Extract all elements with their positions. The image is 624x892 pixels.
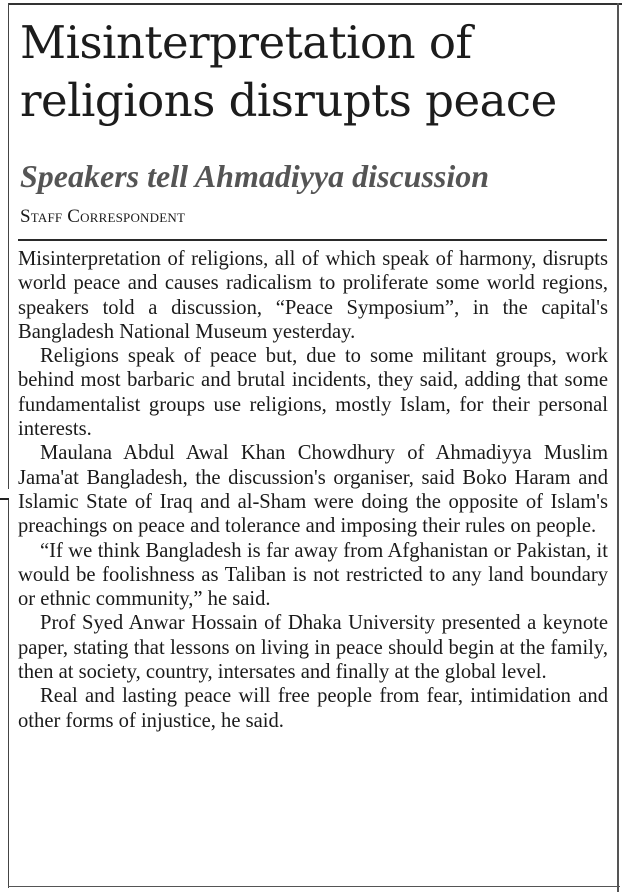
byline-divider [18,239,607,241]
article-paragraph: Maulana Abdul Awal Khan Chowdhury of Ahmadiyya Muslim Jama'at Bangladesh, the discussion's organiser, said Boko Haram and Islamic State of Iraq and al-Sham were doing the opposite of Islam's preachings on peace and tolerance and imposing their rules on people. [18,442,608,538]
article-paragraph: Real and lasting peace will free people from fear, intimidation and other forms of injustice, he said. [18,685,608,732]
top-border-rule [8,3,622,5]
article-paragraph: Misinterpretation of religions, all of which speak of harmony, disrupts world peace and causes radicalism to proliferate some world regions, speakers told a discussion, “Peace Symposium”, in the capital's Bangladesh National Museum yesterday. [18,248,608,343]
article-subhead: Speakers tell Ahmadiyya discussion [20,158,490,194]
right-column-rule [617,3,619,892]
article-byline: Staff Correspondent [20,206,186,227]
article-body [18,247,608,733]
article-paragraph: “If we think Bangladesh is far away from Afghanistan or Pakistan, it would be foolishness as Taliban is not restricted to any land boundary or ethnic community,” he said. [18,539,608,611]
article-paragraph: Prof Syed Anwar Hossain of Dhaka University presented a keynote paper, stating that lessons on living in peace should begin at the family, then at society, country, intersates and finally at the global level. [18,612,608,684]
article-paragraph: Religions speak of peace but, due to some militant groups, work behind most barbaric and brutal incidents, they said, adding that some fundamentalist groups use religions, mostly Islam, for their personal interests. [18,345,608,441]
article-headline: Misinterpretation of religions disrupts peace [20,16,557,127]
left-column-rule-lower [8,500,9,888]
left-column-tick [0,498,9,500]
left-column-rule-upper [8,3,9,489]
bottom-border-rule [8,886,620,887]
